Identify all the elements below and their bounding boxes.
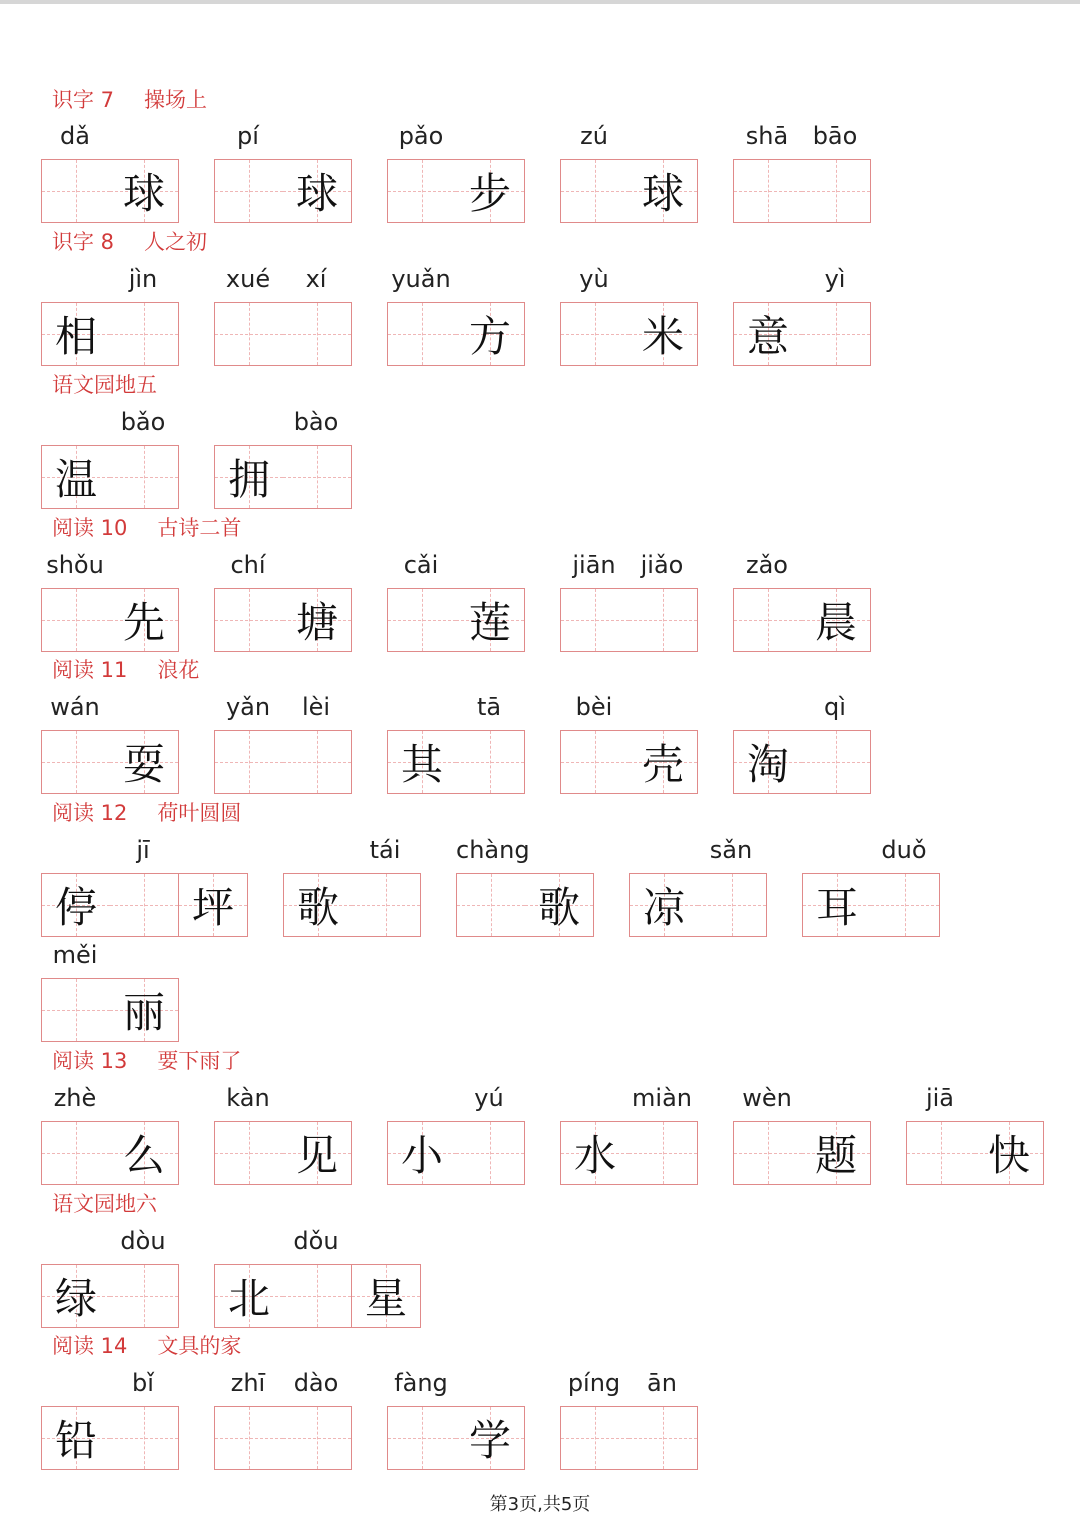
hanzi-character: 耍 [122,740,165,789]
blank-cell[interactable] [871,836,940,937]
page-number: 第3页,共5页 [489,1494,591,1515]
word-box [906,1084,1044,1185]
character-cell [41,1406,111,1470]
blank-cell[interactable] [110,1369,179,1470]
pinyin-label: zǎo [746,551,788,579]
hanzi-character: 歌 [296,883,339,932]
lesson-label: 语文园地六 [52,1192,157,1216]
lesson-title: 古诗二首 [157,516,242,540]
word-box [733,551,871,652]
word-box [41,1227,179,1328]
blank-cell[interactable] [387,551,457,652]
word-box [214,408,352,509]
pinyin-label: zhī [230,1369,266,1397]
lesson-title: 文具的家 [157,1334,242,1358]
hanzi-character: 歌 [537,883,580,932]
character-cell [179,873,248,937]
hanzi-character: 淘 [746,740,789,789]
section-heading [52,656,229,684]
lesson-label: 语文园地五 [52,373,157,397]
lesson-label: 阅读 14 [52,1334,128,1358]
character-cell [283,873,353,937]
pinyin-label: dòu [120,1227,166,1255]
pinyin-label: yì [824,265,846,293]
word-box [214,265,352,366]
blank-cell[interactable] [41,941,111,1042]
character-cell [110,730,179,794]
character-cell [41,302,111,366]
pinyin-label: fàng [394,1369,448,1397]
character-cell [214,445,284,509]
hanzi-character: 晨 [814,598,857,647]
character-cell [802,873,872,937]
character-cell [283,159,352,223]
blank-cell[interactable] [387,1369,457,1470]
pinyin-label: bǐ [132,1369,154,1397]
blank-cell[interactable] [733,122,803,223]
pinyin-label: yǎn [225,693,271,721]
word-box [41,265,179,366]
pinyin-label: jìn [128,265,158,293]
pinyin-label: měi [52,941,98,969]
lesson-title: 浪花 [157,658,200,682]
character-cell [525,873,594,937]
hanzi-character: 球 [641,169,684,218]
hanzi-character: 绿 [54,1274,97,1323]
section-heading [52,1190,187,1218]
word-box [387,1084,525,1185]
lesson-label: 识字 7 [52,88,115,112]
word-box [387,122,525,223]
lesson-title: 要下雨了 [157,1049,242,1073]
pinyin-label: cǎi [403,551,439,579]
hanzi-character: 北 [227,1274,270,1323]
section-heading [52,799,271,827]
pinyin-label: shā [745,122,789,150]
blank-cell[interactable] [906,1084,976,1185]
lesson-label: 阅读 10 [52,516,128,540]
pinyin-label: bāo [812,122,858,150]
pinyin-label: dǒu [293,1227,339,1255]
word-box [214,122,352,223]
word-box [387,1369,525,1470]
hanzi-character: 小 [400,1131,443,1180]
hanzi-character: 停 [54,883,97,932]
hanzi-character: 铅 [54,1416,97,1465]
lesson-label: 阅读 12 [52,801,128,825]
blank-cell[interactable] [560,551,630,652]
pinyin-label: dǎ [60,122,90,150]
section-heading [52,514,271,542]
character-cell [456,302,525,366]
hanzi-character: 先 [122,598,165,647]
pinyin-label: wán [50,693,100,721]
word-box [387,265,525,366]
character-cell [629,159,698,223]
pinyin-label: zú [580,122,608,150]
character-cell [110,588,179,652]
word-box [41,551,179,652]
character-cell [41,873,111,937]
pinyin-label: tái [369,836,401,864]
word-box [283,836,421,937]
section-heading [52,86,237,114]
blank-cell[interactable] [214,693,284,794]
blank-cell[interactable] [352,836,421,937]
word-box [560,1369,698,1470]
pinyin-label: jiǎo [640,551,684,579]
word-box [214,1084,352,1185]
hanzi-character: 其 [400,740,443,789]
hanzi-character: 相 [54,312,97,361]
blank-cell[interactable] [733,1084,803,1185]
pinyin-label: xí [305,265,327,293]
word-box [560,122,698,223]
hanzi-character: 球 [295,169,338,218]
pinyin-label: duǒ [881,836,927,864]
blank-cell[interactable] [698,836,767,937]
top-border [0,0,1080,4]
pinyin-label: wèn [742,1084,792,1112]
word-box [560,1084,698,1185]
character-cell [352,1264,421,1328]
blank-cell[interactable] [283,693,352,794]
blank-cell[interactable] [802,122,871,223]
pinyin-label: sǎn [709,836,753,864]
pinyin-label: jiān [572,551,616,579]
word-box [733,693,871,794]
character-cell [560,1121,630,1185]
pinyin-label: dào [293,1369,339,1397]
blank-cell[interactable] [456,1084,525,1185]
character-cell [456,159,525,223]
hanzi-character: 塘 [295,598,338,647]
pinyin-label: yù [579,265,609,293]
blank-cell[interactable] [456,693,525,794]
blank-cell[interactable] [629,1084,698,1185]
lesson-title: 人之初 [144,230,208,254]
blank-cell[interactable] [560,265,630,366]
hanzi-character: 么 [122,1131,165,1180]
hanzi-character: 壳 [641,740,684,789]
pinyin-label: ān [647,1369,677,1397]
character-cell [110,159,179,223]
character-cell [41,445,111,509]
pinyin-label: yuǎn [391,265,451,293]
lesson-label: 阅读 11 [52,658,128,682]
blank-cell[interactable] [283,1227,352,1328]
blank-cell[interactable] [214,551,284,652]
pinyin-label: lèi [301,693,331,721]
character-cell [733,302,803,366]
blank-cell[interactable] [41,693,111,794]
character-cell [387,730,457,794]
hanzi-character: 温 [54,455,97,504]
hanzi-character: 意 [746,312,789,361]
word-box [560,265,698,366]
pinyin-label: miàn [632,1084,692,1112]
blank-cell[interactable] [629,551,698,652]
pinyin-label: chàng [456,836,530,864]
word-box [41,122,179,223]
word-box [41,1084,179,1185]
character-cell [387,1121,457,1185]
character-cell [629,730,698,794]
hanzi-character: 球 [122,169,165,218]
hanzi-character: 见 [295,1131,338,1180]
word-box [41,1369,179,1470]
hanzi-character: 拥 [227,455,270,504]
character-cell [629,873,699,937]
blank-cell[interactable] [41,1084,111,1185]
hanzi-character: 步 [468,169,511,218]
word-box [733,1084,871,1185]
hanzi-character: 方 [468,312,511,361]
word-box [629,836,767,937]
blank-cell[interactable] [802,693,871,794]
blank-cell[interactable] [560,122,630,223]
pinyin-label: xué [225,265,271,293]
character-cell [110,1121,179,1185]
blank-cell[interactable] [41,551,111,652]
word-box [41,941,179,1042]
lesson-label: 识字 8 [52,230,115,254]
lesson-label: 阅读 13 [52,1049,128,1073]
word-box [41,836,248,937]
word-box [214,551,352,652]
blank-cell[interactable] [214,122,284,223]
hanzi-character: 坪 [191,883,234,932]
word-box [560,551,698,652]
character-cell [802,588,871,652]
blank-cell[interactable] [560,693,630,794]
blank-cell[interactable] [110,408,179,509]
pinyin-label: shǒu [46,551,104,579]
character-cell [802,1121,871,1185]
word-box [733,122,871,223]
hanzi-character: 学 [468,1416,511,1465]
blank-cell[interactable] [733,551,803,652]
hanzi-character: 水 [573,1131,616,1180]
section-heading [52,371,187,399]
pinyin-label: bào [293,408,339,436]
word-box [41,693,179,794]
word-box [41,408,179,509]
word-box [802,836,940,937]
blank-cell[interactable] [110,265,179,366]
blank-cell[interactable] [283,408,352,509]
pinyin-label: píng [567,1369,621,1397]
blank-cell[interactable] [110,1227,179,1328]
pinyin-label: jiā [925,1084,955,1112]
word-box [214,1369,352,1470]
hanzi-character: 星 [364,1274,407,1323]
pinyin-label: zhè [53,1084,97,1112]
hanzi-character: 题 [814,1131,857,1180]
word-box [456,836,594,937]
hanzi-character: 耳 [815,883,858,932]
section-heading [52,1047,271,1075]
pinyin-label: pǎo [398,122,444,150]
blank-cell[interactable] [214,1084,284,1185]
pinyin-label: tā [476,693,502,721]
character-cell [629,302,698,366]
blank-cell[interactable] [456,836,530,937]
hanzi-character: 丽 [122,988,165,1037]
character-cell [41,1264,111,1328]
blank-cell[interactable] [802,265,871,366]
blank-cell[interactable] [560,1369,630,1470]
character-cell [110,978,179,1042]
lesson-title: 操场上 [144,88,208,112]
character-cell [456,588,525,652]
hanzi-character: 凉 [642,883,685,932]
pinyin-label: bèi [575,693,613,721]
character-cell [456,1406,525,1470]
section-heading [52,1332,271,1360]
pinyin-label: qì [824,693,846,721]
section-heading [52,228,237,256]
word-box [214,1227,421,1328]
lesson-title: 荷叶圆圆 [157,801,242,825]
word-box [733,265,871,366]
blank-cell[interactable] [283,265,352,366]
pinyin-label: yú [474,1084,504,1112]
character-cell [733,730,803,794]
blank-cell[interactable] [214,265,284,366]
pinyin-label: jī [136,836,150,864]
pinyin-label: pí [237,122,259,150]
word-box [387,693,525,794]
hanzi-character: 快 [987,1131,1030,1180]
hanzi-character: 米 [641,312,684,361]
blank-cell[interactable] [387,122,457,223]
blank-cell[interactable] [41,122,111,223]
pinyin-label: kàn [226,1084,270,1112]
character-cell [283,588,352,652]
hanzi-character: 莲 [468,598,511,647]
blank-cell[interactable] [629,1369,698,1470]
blank-cell[interactable] [283,1369,352,1470]
pinyin-label: bǎo [120,408,166,436]
pinyin-label: chí [230,551,266,579]
word-box [560,693,698,794]
blank-cell[interactable] [110,836,179,937]
word-box [214,693,352,794]
character-cell [975,1121,1044,1185]
character-cell [214,1264,284,1328]
blank-cell[interactable] [214,1369,284,1470]
word-box [387,551,525,652]
blank-cell[interactable] [387,265,457,366]
character-cell [283,1121,352,1185]
